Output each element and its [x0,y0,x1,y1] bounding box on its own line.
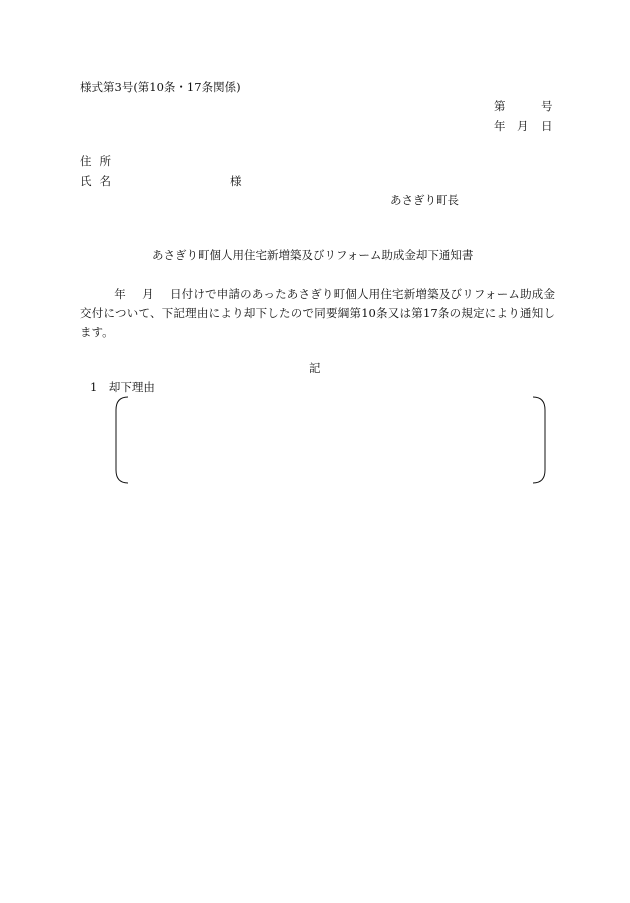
honorific: 様 [230,174,242,188]
item-rejection-reason-label: 1 却下理由 [90,380,155,394]
address-label: 住所 [80,154,119,168]
ki-heading: 記 [309,361,321,375]
document-title: あさぎり町個人用住宅新増築及びリフォーム助成金却下通知書 [152,248,474,262]
form-number: 様式第3号(第10条・17条関係) [80,80,241,94]
date-day-label: 日 [541,119,553,133]
body-text: 日付けで申請のあったあさぎり町個人用住宅新増築及びリフォーム助成金交付について、下記理由により却下したので同要綱第10条又は第17条の規定により通知します。 [80,287,555,339]
body-paragraph [80,285,555,342]
rejection-reason-bracket [114,396,547,484]
body-month-blank: 月 [141,287,154,301]
document-number-suffix: 号 [541,99,553,113]
bracket-icon [114,396,547,484]
date-year-label: 年 [494,119,506,133]
body-year-blank: 年 [114,287,126,301]
date-month-label: 月 [517,119,529,133]
document-number-label: 第 [494,99,506,113]
issuer-name: あさぎり町長 [390,193,459,207]
name-label: 氏名 [80,174,119,188]
